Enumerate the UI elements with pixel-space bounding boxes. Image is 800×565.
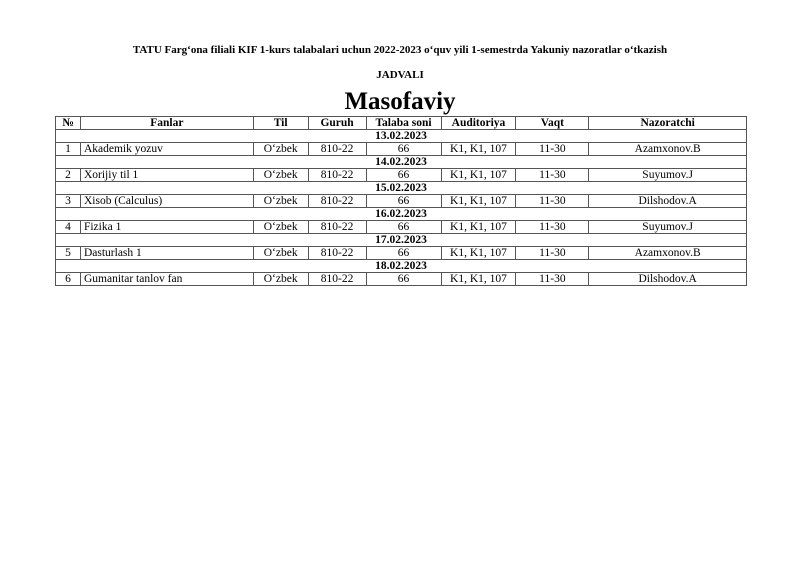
date-row (56, 182, 747, 195)
cell-number: 5 (56, 247, 81, 260)
document-subtitle: JADVALI (376, 69, 424, 81)
header-time: Vaqt (516, 117, 589, 130)
cell-group: 810-22 (308, 195, 366, 208)
cell-students: 66 (366, 221, 441, 234)
table-header-row (56, 117, 747, 130)
header-subject: Fanlar (80, 117, 253, 130)
date-row (56, 130, 747, 143)
cell-language: O‘zbek (253, 247, 308, 260)
cell-room: K1, K1, 107 (441, 221, 516, 234)
cell-students: 66 (366, 195, 441, 208)
header-number: № (56, 117, 81, 130)
cell-time: 11-30 (516, 273, 589, 286)
date-cell: 13.02.2023 (56, 130, 747, 143)
cell-subject: Akademik yozuv (80, 143, 253, 156)
cell-students: 66 (366, 247, 441, 260)
cell-room: K1, K1, 107 (441, 195, 516, 208)
cell-proctor: Azamxonov.B (589, 247, 747, 260)
header-proctor: Nazoratchi (589, 117, 747, 130)
table-row (56, 247, 747, 260)
cell-number: 4 (56, 221, 81, 234)
cell-language: O‘zbek (253, 221, 308, 234)
cell-room: K1, K1, 107 (441, 247, 516, 260)
date-cell: 18.02.2023 (56, 260, 747, 273)
document-title: TATU Farg‘ona filiali KIF 1-kurs talabalari uchun 2022-2023 o‘quv yili 1-semestrda Yakuniy nazoratlar o‘tkazish (132, 44, 668, 56)
table-row (56, 221, 747, 234)
cell-subject: Fizika 1 (80, 221, 253, 234)
date-cell: 14.02.2023 (56, 156, 747, 169)
section-heading: Masofaviy (344, 88, 456, 115)
cell-subject: Dasturlash 1 (80, 247, 253, 260)
cell-students: 66 (366, 143, 441, 156)
cell-proctor: Suyumov.J (589, 169, 747, 182)
cell-time: 11-30 (516, 143, 589, 156)
date-row (56, 208, 747, 221)
cell-language: O‘zbek (253, 143, 308, 156)
table-row (56, 195, 747, 208)
cell-proctor: Azamxonov.B (589, 143, 747, 156)
cell-room: K1, K1, 107 (441, 143, 516, 156)
cell-group: 810-22 (308, 273, 366, 286)
cell-subject: Xisob (Calculus) (80, 195, 253, 208)
cell-room: K1, K1, 107 (441, 169, 516, 182)
cell-proctor: Suyumov.J (589, 221, 747, 234)
date-row (56, 234, 747, 247)
header-students: Talaba soni (366, 117, 441, 130)
cell-students: 66 (366, 169, 441, 182)
cell-time: 11-30 (516, 169, 589, 182)
cell-number: 1 (56, 143, 81, 156)
cell-time: 11-30 (516, 221, 589, 234)
header-group: Guruh (308, 117, 366, 130)
date-cell: 17.02.2023 (56, 234, 747, 247)
cell-number: 3 (56, 195, 81, 208)
schedule-table (55, 116, 747, 286)
cell-proctor: Dilshodov.A (589, 195, 747, 208)
date-cell: 16.02.2023 (56, 208, 747, 221)
date-row (56, 156, 747, 169)
cell-number: 6 (56, 273, 81, 286)
cell-students: 66 (366, 273, 441, 286)
cell-group: 810-22 (308, 169, 366, 182)
cell-language: O‘zbek (253, 195, 308, 208)
cell-time: 11-30 (516, 195, 589, 208)
cell-room: K1, K1, 107 (441, 273, 516, 286)
cell-group: 810-22 (308, 247, 366, 260)
cell-time: 11-30 (516, 247, 589, 260)
header-language: Til (253, 117, 308, 130)
cell-number: 2 (56, 169, 81, 182)
table-row (56, 143, 747, 156)
date-row (56, 260, 747, 273)
header-room: Auditoriya (441, 117, 516, 130)
cell-group: 810-22 (308, 221, 366, 234)
table-row (56, 169, 747, 182)
cell-subject: Xorijiy til 1 (80, 169, 253, 182)
cell-group: 810-22 (308, 143, 366, 156)
cell-language: O‘zbek (253, 169, 308, 182)
cell-proctor: Dilshodov.A (589, 273, 747, 286)
date-cell: 15.02.2023 (56, 182, 747, 195)
cell-language: O‘zbek (253, 273, 308, 286)
cell-subject: Gumanitar tanlov fan (80, 273, 253, 286)
table-row (56, 273, 747, 286)
